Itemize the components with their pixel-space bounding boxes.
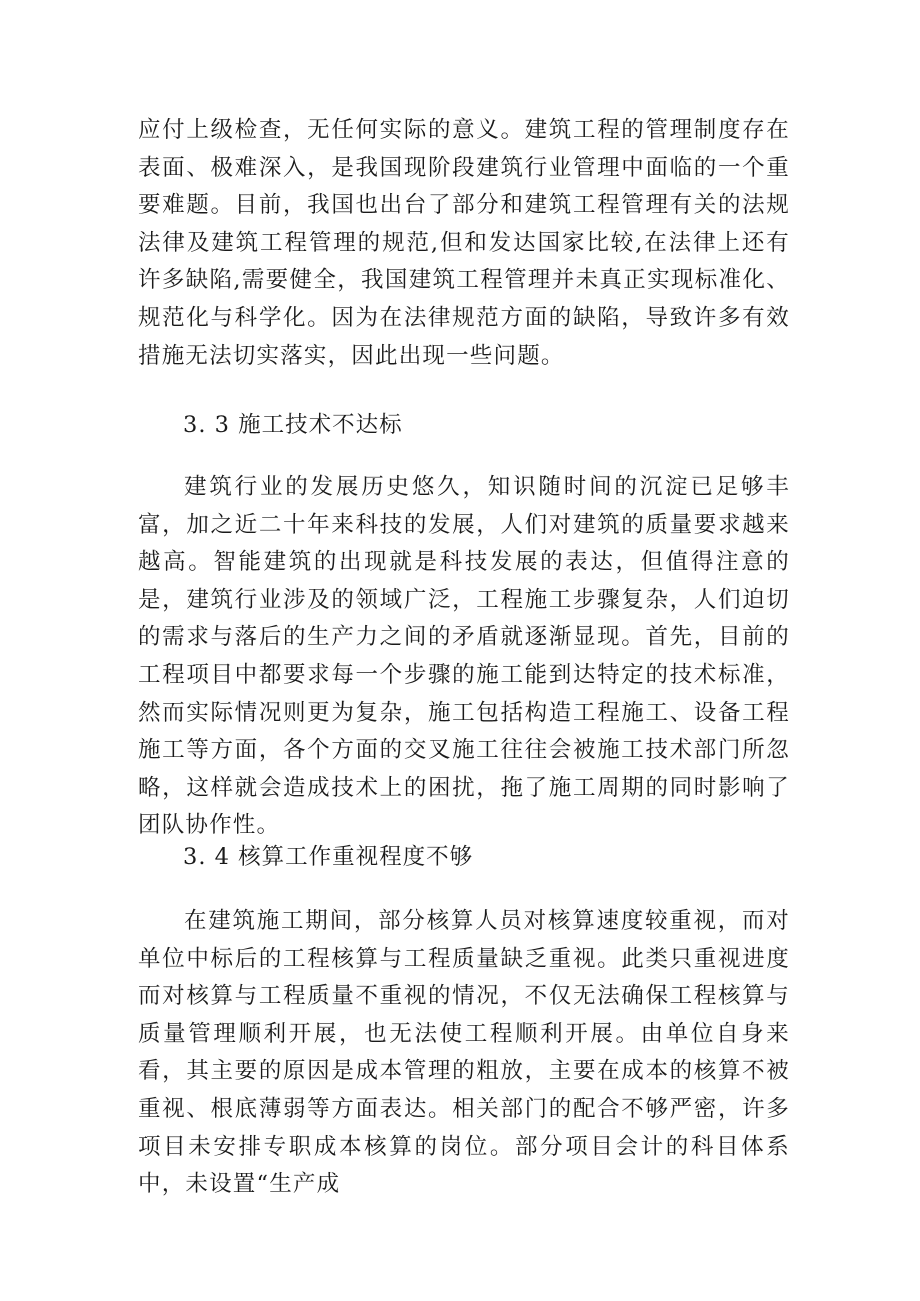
- body-paragraph: 建筑行业的发展历史悠久，知识随时间的沉淀已足够丰富，加之近二十年来科技的发展，人们对建筑的质量要求越来越高。智能建筑的出现就是科技发展的表达，但值得注意的是，建筑行业涉及的领域广泛，工程施工步骤复杂，人们迫切的需求与落后的生产力之间的矛盾就逐渐显现。首先，目前的工程项目中都要求每一个步骤的施工能到达特定的技术标准，然而实际情况则更为复杂，施工包括构造工程施工、设备工程施工等方面，各个方面的交叉施工往往会被施工技术部门所忽略，这样就会造成技术上的困扰，拖了施工周期的同时影响了团队协作性。: [138, 474, 790, 839]
- body-paragraph: 应付上级检查，无任何实际的意义。建筑工程的管理制度存在表面、极难深入，是我国现阶段建筑行业管理中面临的一个重要难题。目前，我国也出台了部分和建筑工程管理有关的法规法律及建筑工程管理的规范,但和发达国家比较,在法律上还有许多缺陷,需要健全，我国建筑工程管理并未真正实现标准化、规范化与科学化。因为在法律规范方面的缺陷，导致许多有效措施无法切实落实，因此出现一些问题。: [138, 117, 790, 369]
- body-paragraph: 在建筑施工期间，部分核算人员对核算速度较重视，而对单位中标后的工程核算与工程质量缺乏重视。此类只重视进度而对核算与工程质量不重视的情况，不仅无法确保工程核算与质量管理顺利开展，也无法使工程顺利开展。由单位自身来看，其主要的原因是成本管理的粗放，主要在成本的核算不被重视、根底薄弱等方面表达。相关部门的配合不够严密，许多项目未安排专职成本核算的岗位。部分项目会计的科目体系中，未设置“生产成: [138, 908, 790, 1198]
- section-heading: 3. 4 核算工作重视程度不够: [183, 844, 474, 870]
- section-heading: 3. 3 施工技术不达标: [183, 412, 403, 438]
